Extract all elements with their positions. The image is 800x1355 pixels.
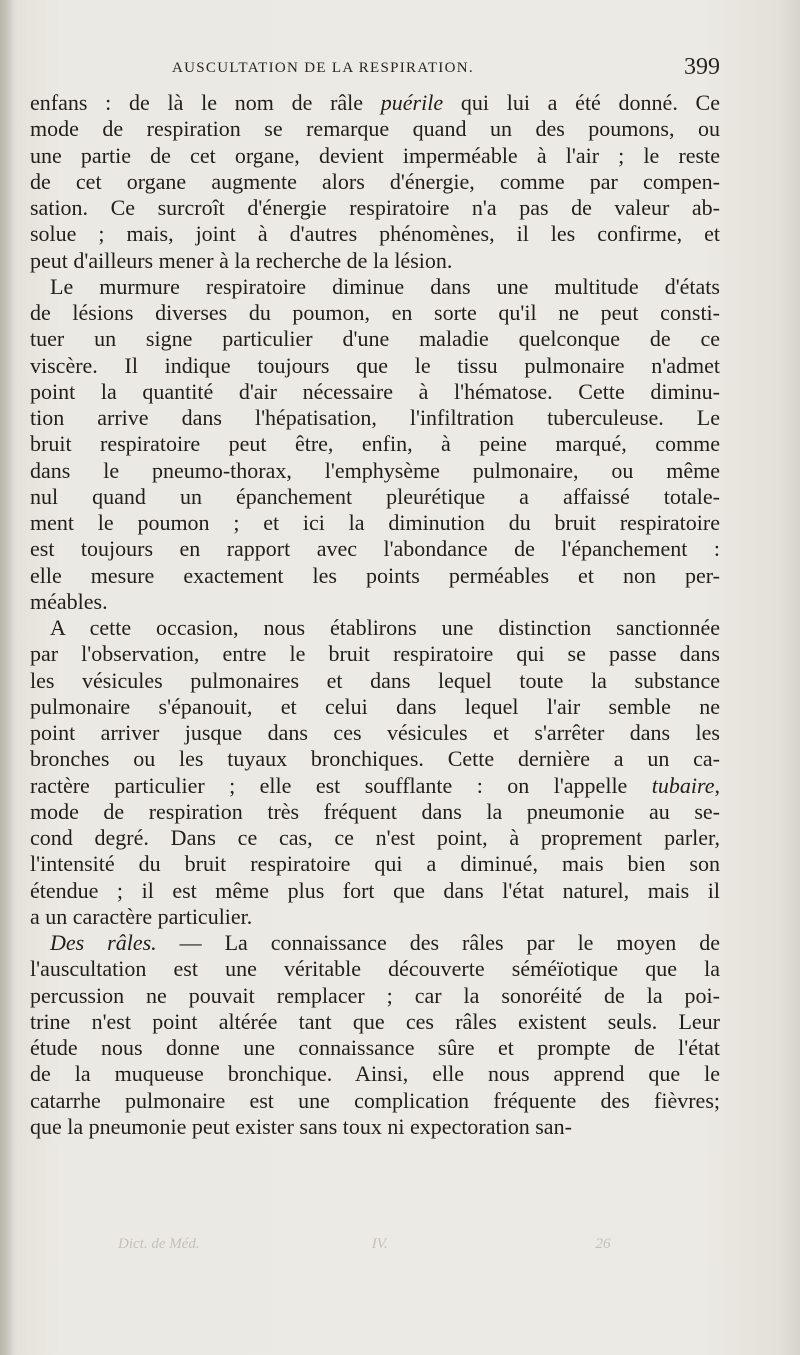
text-line: étendue ; il est même plus fort que dans l'état naturel, mais il xyxy=(30,877,720,903)
text-line: sation. Ce surcroît d'énergie respiratoire n'a pas de valeur ab- xyxy=(30,195,720,220)
paragraph xyxy=(30,274,720,615)
text-line: nul quand un épanchement pleurétique a affaissé totale- xyxy=(30,483,720,509)
text-line: enfans : de là le nom de râle puérile qui lui a été donné. Ce xyxy=(30,90,720,115)
text-line: mode de respiration se remarque quand un des poumons, ou xyxy=(30,116,720,142)
italic-term: tubaire xyxy=(651,772,715,798)
page-number: 399 xyxy=(684,54,720,80)
text-line: dans le pneumo-thorax, l'emphysème pulmonaire, ou même xyxy=(30,457,720,483)
text-line: elle mesure exactement les points perméables et non per- xyxy=(30,562,720,588)
text-line: étude nous donne une connaissance sûre et prompte de l'état xyxy=(30,1035,720,1060)
text-line: percussion ne pouvait remplacer ; car la sonoréité de la poi- xyxy=(30,982,720,1008)
text-line: par l'observation, entre le bruit respiratoire qui se passe dans xyxy=(30,641,720,667)
text-line: Des râles. — La connaissance des râles par le moyen de xyxy=(50,930,720,955)
text-line: l'intensité du bruit respiratoire qui a diminué, mais bien son xyxy=(30,851,720,877)
footer-right: 26 xyxy=(595,1236,611,1252)
running-header xyxy=(30,54,720,88)
text-line: les vésicules pulmonaires et dans lequel toute la substance xyxy=(30,667,720,693)
footer-middle: IV. xyxy=(371,1236,388,1252)
text-line: catarrhe pulmonaire est une complication fréquente des fièvres; xyxy=(30,1087,720,1113)
text-line: tuer un signe particulier d'une maladie quelconque de ce xyxy=(30,326,720,352)
text-line: bronches ou les tuyaux bronchiques. Cette dernière a un ca- xyxy=(30,746,720,772)
text-line: méables. xyxy=(30,588,108,614)
page-gutter-shadow xyxy=(0,0,14,1355)
text-line: tion arrive dans l'hépatisation, l'infiltration tuberculeuse. Le xyxy=(30,405,720,430)
text-line: a un caractère particulier. xyxy=(30,903,253,929)
body-text xyxy=(30,90,720,1140)
paragraph xyxy=(30,615,720,930)
paragraph xyxy=(30,90,720,274)
text-line: pulmonaire s'épanouit, et celui dans lequel l'air semble ne xyxy=(30,693,720,719)
footer-left: Dict. de Méd. xyxy=(118,1236,200,1252)
text-line: est toujours en rapport avec l'abondance de l'épanchement : xyxy=(30,536,720,562)
text-line: de la muqueuse bronchique. Ainsi, elle nous apprend que le xyxy=(30,1061,720,1087)
text-line: de lésions diverses du poumon, en sorte qu'il ne peut consti- xyxy=(30,300,720,325)
text-line: que la pneumonie peut exister sans toux ni expectoration san- xyxy=(30,1113,572,1139)
text-line: viscère. Il indique toujours que le tissu pulmonaire n'admet xyxy=(30,352,720,378)
text-line: solue ; mais, joint à d'autres phénomènes, il les confirme, et xyxy=(30,221,720,247)
show-through-footer xyxy=(118,1236,638,1253)
running-title: AUSCULTATION DE LA RESPIRATION. xyxy=(172,60,474,76)
text-line: de cet organe augmente alors d'énergie, comme par compen- xyxy=(30,168,720,194)
text-line: A cette occasion, nous établirons une distinction sanctionnée xyxy=(50,615,720,640)
text-line: l'auscultation est une véritable découverte séméïotique que la xyxy=(30,956,720,982)
text-line: bruit respiratoire peut être, enfin, à peine marqué, comme xyxy=(30,431,720,457)
text-line: point la quantité d'air nécessaire à l'hématose. Cette diminu- xyxy=(30,378,720,404)
italic-term: Des râles. xyxy=(50,930,157,955)
text-line: mode de respiration très fréquent dans la pneumonie au se- xyxy=(30,798,720,824)
text-line: point arriver jusque dans ces vésicules et s'arrêter dans les xyxy=(30,720,720,745)
text-line: ractère particulier ; elle est soufflante : on l'appelle tubaire, xyxy=(30,772,720,798)
text-line: peut d'ailleurs mener à la recherche de la lésion. xyxy=(30,247,453,273)
text-line: ment le poumon ; et ici la diminution du bruit respiratoire xyxy=(30,510,720,535)
text-line: Le murmure respiratoire diminue dans une multitude d'états xyxy=(50,273,720,299)
text-line: une partie de cet organe, devient imperméable à l'air ; le reste xyxy=(30,142,720,168)
text-line: trine n'est point altérée tant que ces râles existent seuls. Leur xyxy=(30,1008,720,1034)
text-line: cond degré. Dans ce cas, ce n'est point, à proprement parler, xyxy=(30,825,720,850)
paragraph xyxy=(30,930,720,1140)
italic-term: puérile xyxy=(380,90,444,115)
